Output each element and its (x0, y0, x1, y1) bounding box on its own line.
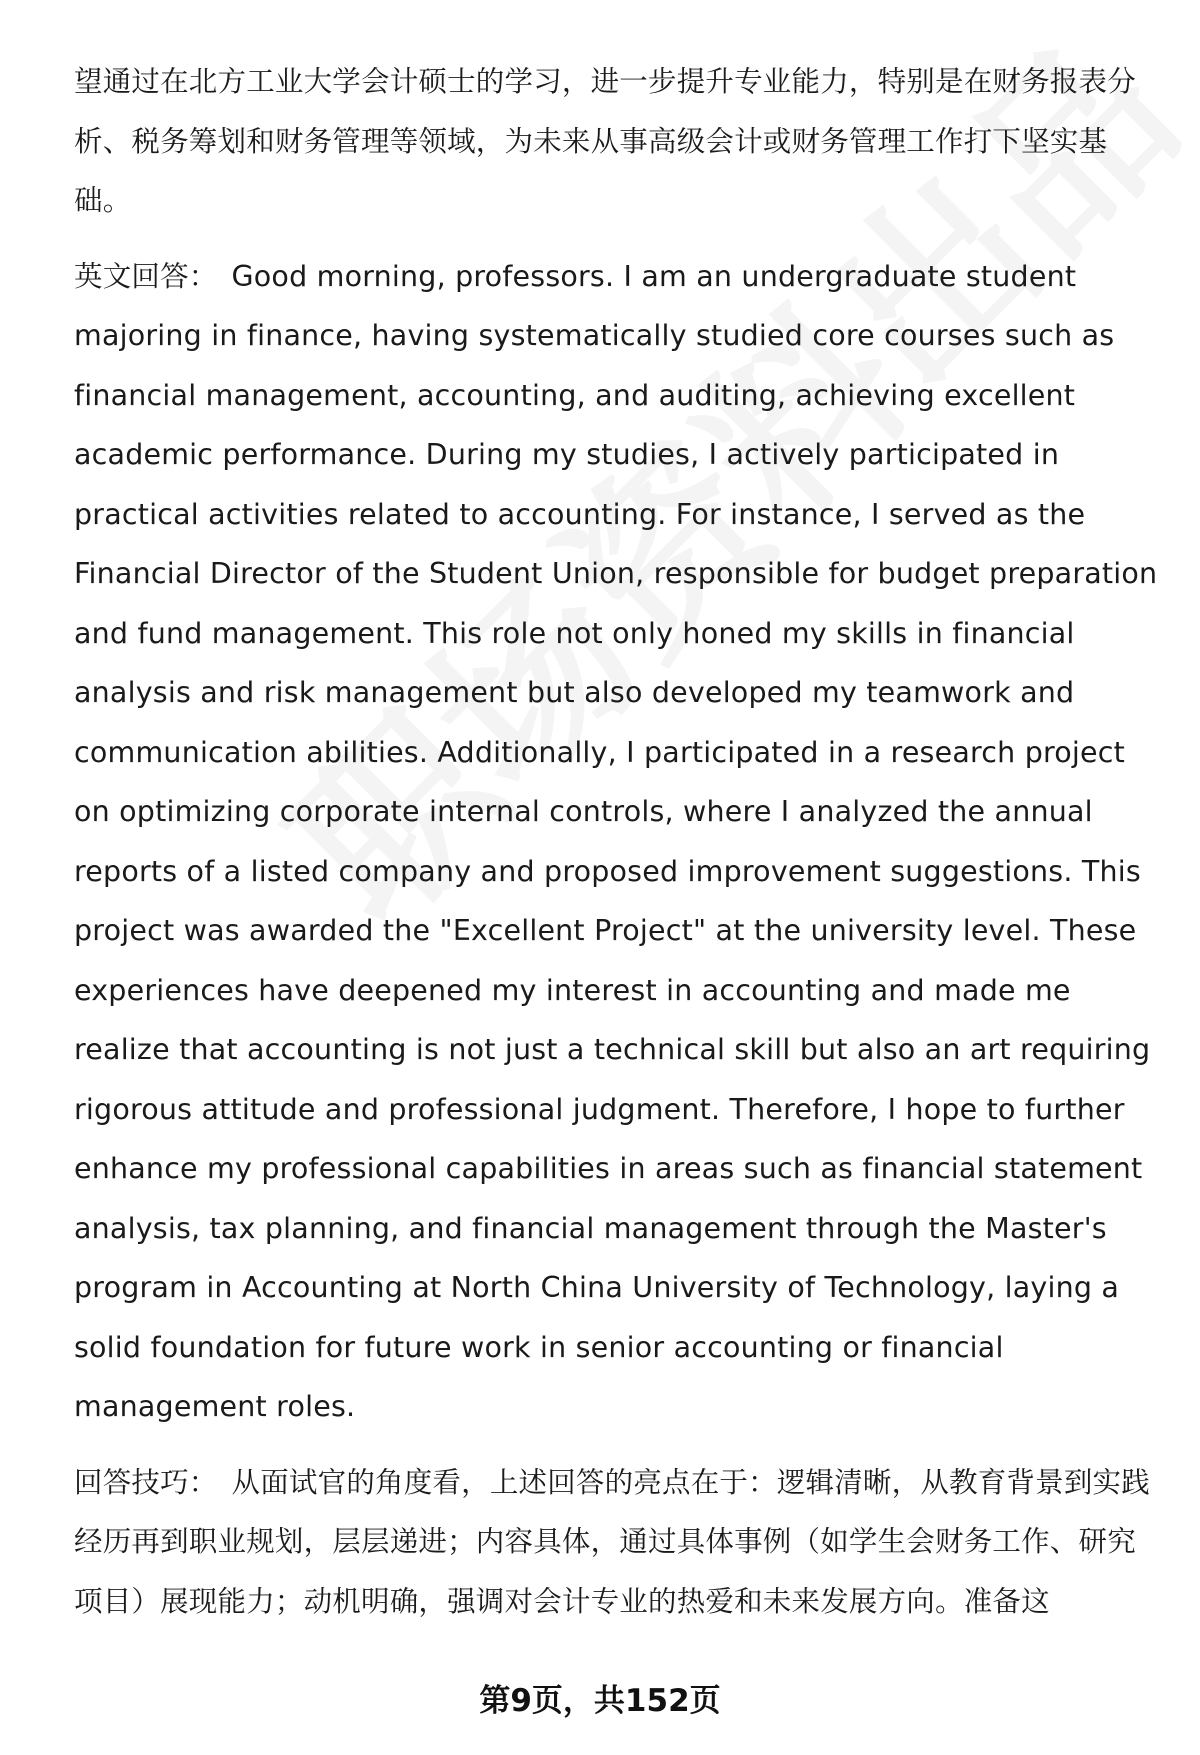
paragraph-continuation (74, 52, 1164, 231)
paragraph-label: 英文回答： (74, 259, 218, 293)
paragraph-english-answer (74, 247, 1164, 1437)
paragraph-text: 从面试官的角度看，上述回答的亮点在于：逻辑清晰，从教育背景到实践经历再到职业规划，层层递进；内容具体，通过具体事例（如学生会财务工作、研究项目）展现能力；动机明确，强调对会计专业的热爱和未来发展方向。准备这 (74, 1465, 1150, 1618)
page-number: 第9页，共152页 (479, 1683, 721, 1719)
paragraph-answer-tips (74, 1453, 1164, 1632)
document-body (74, 52, 1164, 1631)
paragraph-text: 望通过在北方工业大学会计硕士的学习，进一步提升专业能力，特别是在财务报表分析、税务筹划和财务管理等领域，为未来从事高级会计或财务管理工作打下坚实基础。 (74, 65, 1136, 217)
paragraph-text: Good morning, professors. I am an undergraduate student majoring in finance, having systematically studied core courses such as financial management, accounting, and auditing, achieving excellent academic performance. During my studies, I actively participated in practical activities related to accounting. For instance, I served as the Financial Director of the Student Union, responsible for budget preparation and fund management. This role not only honed my skills in financial analysis and risk management but also developed my teamwork and communication abilities. Additionally, I participated in a research project on optimizing corporate internal controls, where I analyzed the annual reports of a listed company and proposed improvement suggestions. This project was awarded the "Excellent Project" at the university level. These experiences have deepened my interest in accounting and made me realize that accounting is not just a technical skill but also an art requiring rigorous attitude and professional judgment. Therefore, I hope to further enhance my professional capabilities in areas such as financial statement analysis, tax planning, and financial management through the Master's program in Accounting at North China University of Technology, laying a solid foundation for future work in senior accounting or financial management roles. (74, 259, 1158, 1423)
paragraph-label: 回答技巧： (74, 1465, 218, 1499)
